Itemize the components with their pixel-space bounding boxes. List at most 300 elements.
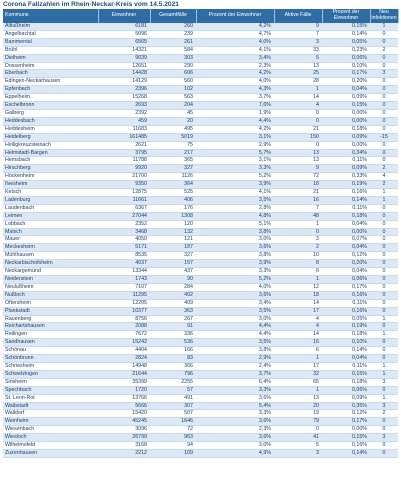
table-row xyxy=(3,133,398,141)
prozent-gesamt-cell: 5,2% xyxy=(196,173,274,181)
aktive-faelle-cell: 150 xyxy=(274,133,322,141)
einwohner-cell: 8535 xyxy=(98,252,150,260)
prozent-aktiv-cell: 0,15% xyxy=(322,102,370,110)
gesamtfaelle-cell: 364 xyxy=(150,181,196,189)
einwohner-cell: 15242 xyxy=(98,339,150,347)
table-row xyxy=(3,244,398,252)
gesamtfaelle-cell: 327 xyxy=(150,165,196,173)
prozent-aktiv-cell: 0,04% xyxy=(322,86,370,94)
kommune-cell: Ilvesheim xyxy=(3,181,98,189)
kommune-cell: Schönbrunn xyxy=(3,355,98,363)
aktive-faelle-cell: 0 xyxy=(274,426,322,434)
prozent-aktiv-cell: 0,15% xyxy=(322,434,370,442)
page-title: Corona Fallzahlen im Rhein-Neckar-Kreis vom 14.5.2021 xyxy=(3,1,179,8)
prozent-gesamt-cell: 3,3% xyxy=(196,410,274,418)
einwohner-cell: 1720 xyxy=(98,386,150,394)
prozent-gesamt-cell: 7,6% xyxy=(196,102,274,110)
neuinfektionen-cell: 1 xyxy=(370,362,398,370)
neuinfektionen-cell: 0 xyxy=(370,30,398,38)
kommune-cell: Altlußheim xyxy=(3,23,98,30)
gesamtfaelle-cell: 239 xyxy=(150,30,196,38)
einwohner-cell: 2212 xyxy=(98,449,150,457)
einwohner-cell: 12651 xyxy=(98,62,150,70)
table-row xyxy=(3,434,398,442)
neuinfektionen-cell: 1 xyxy=(370,189,398,197)
kommune-cell: Weinheim xyxy=(3,418,98,426)
prozent-aktiv-cell: 0,09% xyxy=(322,165,370,173)
neuinfektionen-cell: 0 xyxy=(370,252,398,260)
neuinfektionen-cell: 0 xyxy=(370,204,398,212)
aktive-faelle-cell: 3 xyxy=(274,38,322,46)
gesamtfaelle-cell: 402 xyxy=(150,291,196,299)
gesamtfaelle-cell: 102 xyxy=(150,86,196,94)
aktive-faelle-cell: 13 xyxy=(274,157,322,165)
prozent-gesamt-cell: 3,5% xyxy=(196,307,274,315)
table-row xyxy=(3,260,398,268)
kommune-cell: Eberbach xyxy=(3,70,98,78)
einwohner-cell: 5096 xyxy=(98,30,150,38)
gesamtfaelle-cell: 267 xyxy=(150,315,196,323)
kommune-cell: Waibstadt xyxy=(3,402,98,410)
einwohner-cell: 6367 xyxy=(98,204,150,212)
aktive-faelle-cell: 25 xyxy=(274,70,322,78)
gesamtfaelle-cell: 91 xyxy=(150,323,196,331)
neuinfektionen-cell: 0 xyxy=(370,291,398,299)
prozent-aktiv-cell: 0,00% xyxy=(322,426,370,434)
neuinfektionen-cell: 0 xyxy=(370,268,398,276)
neuinfektionen-cell: 0 xyxy=(370,283,398,291)
prozent-aktiv-cell: 0,04% xyxy=(322,220,370,228)
kommune-cell: Heiligkreuzsteinach xyxy=(3,141,98,149)
aktive-faelle-cell: 21 xyxy=(274,189,322,197)
aktive-faelle-cell: 33 xyxy=(274,46,322,54)
gesamtfaelle-cell: 204 xyxy=(150,102,196,110)
kommune-cell: Mauer xyxy=(3,236,98,244)
aktive-faelle-cell: 4 xyxy=(274,323,322,331)
prozent-gesamt-cell: 3,1% xyxy=(196,157,274,165)
kommune-cell: Spechbach xyxy=(3,386,98,394)
kommune-cell: Neulußheim xyxy=(3,283,98,291)
gesamtfaelle-cell: 366 xyxy=(150,362,196,370)
gesamtfaelle-cell: 121 xyxy=(150,236,196,244)
neuinfektionen-cell: -15 xyxy=(370,133,398,141)
einwohner-cell: 15420 xyxy=(98,410,150,418)
table-row xyxy=(3,323,398,331)
neuinfektionen-cell: 0 xyxy=(370,54,398,62)
einwohner-cell: 13766 xyxy=(98,394,150,402)
table-row xyxy=(3,410,398,418)
kommune-cell: Dossenheim xyxy=(3,62,98,70)
prozent-gesamt-cell: 3,3% xyxy=(196,165,274,173)
prozent-aktiv-cell: 0,00% xyxy=(322,141,370,149)
kommune-cell: Reichartshausen xyxy=(3,323,98,331)
aktive-faelle-cell: 0 xyxy=(274,117,322,125)
table-row xyxy=(3,141,398,149)
einwohner-cell: 5171 xyxy=(98,244,150,252)
prozent-aktiv-cell: 0,06% xyxy=(322,54,370,62)
table-row xyxy=(3,402,398,410)
gesamtfaelle-cell: 166 xyxy=(150,347,196,355)
gesamtfaelle-cell: 94 xyxy=(150,442,196,450)
neuinfektionen-cell: 0 xyxy=(370,62,398,70)
table-row xyxy=(3,315,398,323)
header-gesamtfaelle: Gesamtfälle xyxy=(150,9,196,23)
neuinfektionen-cell: 1 xyxy=(370,315,398,323)
kommune-cell: Oftersheim xyxy=(3,299,98,307)
table-row xyxy=(3,378,398,386)
kommune-cell: Schriesheim xyxy=(3,362,98,370)
gesamtfaelle-cell: 57 xyxy=(150,386,196,394)
gesamtfaelle-cell: 560 xyxy=(150,78,196,86)
table-row xyxy=(3,78,398,86)
kommune-cell: Malsch xyxy=(3,228,98,236)
prozent-gesamt-cell: 2,8% xyxy=(196,204,274,212)
prozent-gesamt-cell: 4,2% xyxy=(196,23,274,30)
prozent-gesamt-cell: 4,1% xyxy=(196,46,274,54)
table-row xyxy=(3,62,398,70)
prozent-aktiv-cell: 0,00% xyxy=(322,117,370,125)
einwohner-cell: 11683 xyxy=(98,125,150,133)
gesamtfaelle-cell: 260 xyxy=(150,23,196,30)
einwohner-cell: 2693 xyxy=(98,102,150,110)
header-aktive-faelle: Aktive Fälle xyxy=(274,9,322,23)
aktive-faelle-cell: 32 xyxy=(274,370,322,378)
neuinfektionen-cell: 0 xyxy=(370,117,398,125)
gesamtfaelle-cell: 409 xyxy=(150,299,196,307)
kommune-cell: Reilingen xyxy=(3,331,98,339)
aktive-faelle-cell: 16 xyxy=(274,339,322,347)
gesamtfaelle-cell: 290 xyxy=(150,62,196,70)
aktive-faelle-cell: 9 xyxy=(274,23,322,30)
aktive-faelle-cell: 28 xyxy=(274,78,322,86)
prozent-aktiv-cell: 0,16% xyxy=(322,442,370,450)
prozent-aktiv-cell: 0,10% xyxy=(322,62,370,70)
prozent-aktiv-cell: 0,17% xyxy=(322,418,370,426)
prozent-gesamt-cell: 3,7% xyxy=(196,370,274,378)
kommune-cell: Sinsheim xyxy=(3,378,98,386)
table-row xyxy=(3,196,398,204)
einwohner-cell: 3096 xyxy=(98,426,150,434)
table-row xyxy=(3,46,398,54)
neuinfektionen-cell: 2 xyxy=(370,181,398,189)
gesamtfaelle-cell: 284 xyxy=(150,283,196,291)
neuinfektionen-cell: 0 xyxy=(370,426,398,434)
prozent-gesamt-cell: 4,8% xyxy=(196,212,274,220)
table-header-row xyxy=(3,9,398,23)
header-prozent-aktiv: Prozent der Einwohner xyxy=(322,9,370,23)
einwohner-cell: 459 xyxy=(98,117,150,125)
neuinfektionen-cell: 0 xyxy=(370,212,398,220)
table-row xyxy=(3,418,398,426)
aktive-faelle-cell: 1 xyxy=(274,220,322,228)
kommune-cell: Heddesbach xyxy=(3,117,98,125)
prozent-gesamt-cell: 3,6% xyxy=(196,418,274,426)
gesamtfaelle-cell: 83 xyxy=(150,355,196,363)
table-row xyxy=(3,94,398,102)
prozent-gesamt-cell: 3,8% xyxy=(196,347,274,355)
prozent-gesamt-cell: 6,4% xyxy=(196,378,274,386)
kommune-cell: Zuzenhausen xyxy=(3,449,98,457)
neuinfektionen-cell: 0 xyxy=(370,276,398,284)
neuinfektionen-cell: 1 xyxy=(370,370,398,378)
kommune-cell: Helmstadt-Bargen xyxy=(3,149,98,157)
einwohner-cell: 35399 xyxy=(98,378,150,386)
neuinfektionen-cell: 3 xyxy=(370,402,398,410)
aktive-faelle-cell: 48 xyxy=(274,212,322,220)
prozent-gesamt-cell: 5,7% xyxy=(196,149,274,157)
einwohner-cell: 3468 xyxy=(98,228,150,236)
neuinfektionen-cell: 2 xyxy=(370,46,398,54)
einwohner-cell: 2352 xyxy=(98,220,150,228)
prozent-aktiv-cell: 0,33% xyxy=(322,173,370,181)
prozent-aktiv-cell: 0,04% xyxy=(322,244,370,252)
table-row xyxy=(3,204,398,212)
einwohner-cell: 15268 xyxy=(98,94,150,102)
aktive-faelle-cell: 5 xyxy=(274,442,322,450)
neuinfektionen-cell: 0 xyxy=(370,386,398,394)
gesamtfaelle-cell: 495 xyxy=(150,125,196,133)
prozent-gesamt-cell: 3,5% xyxy=(196,196,274,204)
prozent-aktiv-cell: 0,10% xyxy=(322,339,370,347)
gesamtfaelle-cell: 109 xyxy=(150,449,196,457)
gesamtfaelle-cell: 1126 xyxy=(150,173,196,181)
prozent-aktiv-cell: 0,11% xyxy=(322,204,370,212)
gesamtfaelle-cell: 72 xyxy=(150,426,196,434)
table-row xyxy=(3,173,398,181)
einwohner-cell: 14129 xyxy=(98,78,150,86)
prozent-aktiv-cell: 0,12% xyxy=(322,252,370,260)
table-row xyxy=(3,252,398,260)
aktive-faelle-cell: 13 xyxy=(274,394,322,402)
einwohner-cell: 4037 xyxy=(98,260,150,268)
kommune-cell: Hemsbach xyxy=(3,157,98,165)
einwohner-cell: 8756 xyxy=(98,315,150,323)
gesamtfaelle-cell: 5019 xyxy=(150,133,196,141)
neuinfektionen-cell: 0 xyxy=(370,220,398,228)
gesamtfaelle-cell: 217 xyxy=(150,149,196,157)
aktive-faelle-cell: 4 xyxy=(274,102,322,110)
prozent-gesamt-cell: 3,1% xyxy=(196,133,274,141)
neuinfektionen-cell: 3 xyxy=(370,378,398,386)
prozent-aktiv-cell: 0,05% xyxy=(322,38,370,46)
neuinfektionen-cell: 0 xyxy=(370,442,398,450)
prozent-aktiv-cell: 0,14% xyxy=(322,347,370,355)
table-row xyxy=(3,362,398,370)
einwohner-cell: 4050 xyxy=(98,236,150,244)
prozent-gesamt-cell: 3,8% xyxy=(196,228,274,236)
gesamtfaelle-cell: 176 xyxy=(150,204,196,212)
table-row xyxy=(3,212,398,220)
neuinfektionen-cell: 0 xyxy=(370,355,398,363)
einwohner-cell: 2396 xyxy=(98,86,150,94)
prozent-gesamt-cell: 4,4% xyxy=(196,331,274,339)
prozent-gesamt-cell: 2,9% xyxy=(196,355,274,363)
neuinfektionen-cell: 0 xyxy=(370,449,398,457)
kommune-cell: Mühlhausen xyxy=(3,252,98,260)
neuinfektionen-cell: 3 xyxy=(370,70,398,78)
neuinfektionen-cell: 1 xyxy=(370,331,398,339)
aktive-faelle-cell: 1 xyxy=(274,86,322,94)
aktive-faelle-cell: 1 xyxy=(274,386,322,394)
table-row xyxy=(3,268,398,276)
neuinfektionen-cell: 0 xyxy=(370,299,398,307)
gesamtfaelle-cell: 963 xyxy=(150,434,196,442)
kommune-cell: Ladenburg xyxy=(3,196,98,204)
table-row xyxy=(3,54,398,62)
neuinfektionen-cell: 1 xyxy=(370,394,398,402)
einwohner-cell: 26799 xyxy=(98,434,150,442)
kommune-cell: Hockenheim xyxy=(3,173,98,181)
aktive-faelle-cell: 14 xyxy=(274,331,322,339)
kommune-cell: Hirschberg xyxy=(3,165,98,173)
gesamtfaelle-cell: 303 xyxy=(150,54,196,62)
kommune-cell: Brühl xyxy=(3,46,98,54)
kommune-cell: Eschelbronn xyxy=(3,102,98,110)
prozent-aktiv-cell: 0,20% xyxy=(322,78,370,86)
table-row xyxy=(3,109,398,117)
neuinfektionen-cell: 1 xyxy=(370,196,398,204)
einwohner-cell: 3168 xyxy=(98,442,150,450)
kommune-cell: Sandhausen xyxy=(3,339,98,347)
gesamtfaelle-cell: 157 xyxy=(150,260,196,268)
kommune-cell: Wiesloch xyxy=(3,434,98,442)
aktive-faelle-cell: 0 xyxy=(274,228,322,236)
kommune-cell: Plankstadt xyxy=(3,307,98,315)
aktive-faelle-cell: 2 xyxy=(274,244,322,252)
table-row xyxy=(3,370,398,378)
prozent-aktiv-cell: 0,19% xyxy=(322,181,370,189)
einwohner-cell: 11661 xyxy=(98,196,150,204)
gesamtfaelle-cell: 536 xyxy=(150,339,196,347)
table-row xyxy=(3,228,398,236)
gesamtfaelle-cell: 491 xyxy=(150,394,196,402)
einwohner-cell: 21700 xyxy=(98,173,150,181)
aktive-faelle-cell: 18 xyxy=(274,291,322,299)
einwohner-cell: 14948 xyxy=(98,362,150,370)
einwohner-cell: 21644 xyxy=(98,370,150,378)
prozent-gesamt-cell: 3,3% xyxy=(196,386,274,394)
table-row xyxy=(3,283,398,291)
aktive-faelle-cell: 9 xyxy=(274,165,322,173)
aktive-faelle-cell: 0 xyxy=(274,141,322,149)
aktive-faelle-cell: 14 xyxy=(274,94,322,102)
table-row xyxy=(3,394,398,402)
gesamtfaelle-cell: 365 xyxy=(150,157,196,165)
prozent-aktiv-cell: 0,11% xyxy=(322,362,370,370)
prozent-gesamt-cell: 5,1% xyxy=(196,220,274,228)
einwohner-cell: 2088 xyxy=(98,323,150,331)
gesamtfaelle-cell: 406 xyxy=(150,196,196,204)
neuinfektionen-cell: 0 xyxy=(370,244,398,252)
prozent-aktiv-cell: 0,06% xyxy=(322,276,370,284)
einwohner-cell: 13344 xyxy=(98,268,150,276)
prozent-aktiv-cell: 0,18% xyxy=(322,331,370,339)
prozent-aktiv-cell: 0,04% xyxy=(322,355,370,363)
gesamtfaelle-cell: 187 xyxy=(150,244,196,252)
kommune-cell: Angelbachtal xyxy=(3,30,98,38)
kommune-cell: Heddesheim xyxy=(3,125,98,133)
einwohner-cell: 14321 xyxy=(98,46,150,54)
header-neuinfektionen: Neu infektionen xyxy=(371,9,397,21)
header-prozent-gesamt: Prozent der Einwohner xyxy=(196,9,274,23)
gesamtfaelle-cell: 261 xyxy=(150,38,196,46)
aktive-faelle-cell: 65 xyxy=(274,378,322,386)
einwohner-cell: 12205 xyxy=(98,299,150,307)
table-row xyxy=(3,220,398,228)
prozent-gesamt-cell: 3,6% xyxy=(196,291,274,299)
prozent-gesamt-cell: 4,1% xyxy=(196,189,274,197)
prozent-aktiv-cell: 0,19% xyxy=(322,323,370,331)
kommune-cell: Rauenberg xyxy=(3,315,98,323)
gesamtfaelle-cell: 563 xyxy=(150,94,196,102)
prozent-aktiv-cell: 0,00% xyxy=(322,109,370,117)
prozent-gesamt-cell: 4,4% xyxy=(196,117,274,125)
aktive-faelle-cell: 41 xyxy=(274,434,322,442)
einwohner-cell: 2824 xyxy=(98,355,150,363)
neuinfektionen-cell: 0 xyxy=(370,157,398,165)
gesamtfaelle-cell: 1646 xyxy=(150,418,196,426)
neuinfektionen-cell: 0 xyxy=(370,149,398,157)
table-row xyxy=(3,347,398,355)
neuinfektionen-cell: 0 xyxy=(370,347,398,355)
neuinfektionen-cell: 0 xyxy=(370,38,398,46)
kommune-cell: Edingen-Neckarhausen xyxy=(3,78,98,86)
einwohner-cell: 6181 xyxy=(98,23,150,30)
kommune-cell: Bammental xyxy=(3,38,98,46)
neuinfektionen-cell: 0 xyxy=(370,94,398,102)
prozent-gesamt-cell: 5,2% xyxy=(196,276,274,284)
table-row xyxy=(3,165,398,173)
prozent-aktiv-cell: 0,17% xyxy=(322,70,370,78)
aktive-faelle-cell: 3 xyxy=(274,236,322,244)
einwohner-cell: 7107 xyxy=(98,283,150,291)
neuinfektionen-cell: 0 xyxy=(370,109,398,117)
prozent-gesamt-cell: 3,0% xyxy=(196,315,274,323)
neuinfektionen-cell: 0 xyxy=(370,418,398,426)
aktive-faelle-cell: 7 xyxy=(274,204,322,212)
kommune-cell: Wilhelmsfeld xyxy=(3,442,98,450)
neuinfektionen-cell: 1 xyxy=(370,23,398,30)
kommune-cell: St. Leon-Rot xyxy=(3,394,98,402)
table-row xyxy=(3,386,398,394)
kommune-cell: Epfenbach xyxy=(3,86,98,94)
aktive-faelle-cell: 13 xyxy=(274,149,322,157)
prozent-gesamt-cell: 3,6% xyxy=(196,394,274,402)
gesamtfaelle-cell: 45 xyxy=(150,109,196,117)
einwohner-cell: 9039 xyxy=(98,54,150,62)
neuinfektionen-cell: 2 xyxy=(370,165,398,173)
gesamtfaelle-cell: 796 xyxy=(150,370,196,378)
table-row xyxy=(3,339,398,347)
aktive-faelle-cell: 12 xyxy=(274,283,322,291)
aktive-faelle-cell: 3 xyxy=(274,449,322,457)
table-row xyxy=(3,125,398,133)
einwohner-cell: 27044 xyxy=(98,212,150,220)
gesamtfaelle-cell: 525 xyxy=(150,189,196,197)
prozent-gesamt-cell: 4,0% xyxy=(196,283,274,291)
prozent-gesamt-cell: 3,3% xyxy=(196,268,274,276)
kommune-cell: Heidelberg xyxy=(3,133,98,141)
prozent-gesamt-cell: 2,3% xyxy=(196,62,274,70)
einwohner-cell: 11295 xyxy=(98,291,150,299)
prozent-gesamt-cell: 4,4% xyxy=(196,323,274,331)
gesamtfaelle-cell: 336 xyxy=(150,331,196,339)
kommune-cell: Neckarbischofsheim xyxy=(3,260,98,268)
gesamtfaelle-cell: 327 xyxy=(150,252,196,260)
gesamtfaelle-cell: 132 xyxy=(150,228,196,236)
table-row xyxy=(3,189,398,197)
kommune-cell: Laudenbach xyxy=(3,204,98,212)
